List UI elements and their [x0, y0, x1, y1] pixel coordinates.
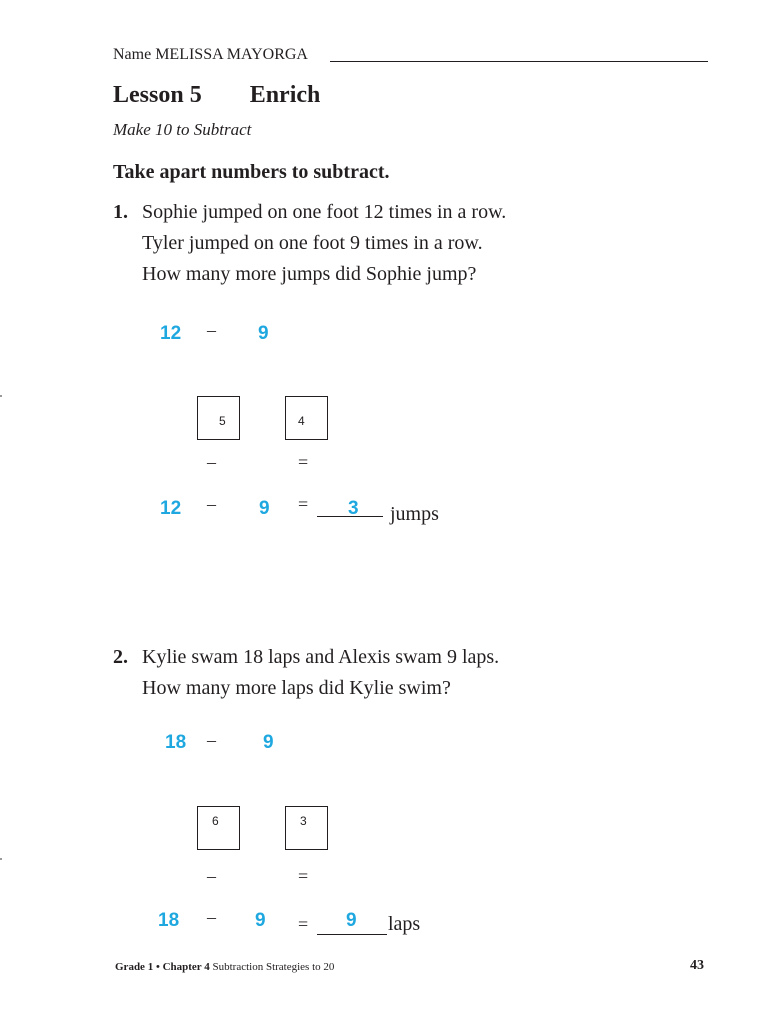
- q2-answer-blank[interactable]: [317, 934, 387, 935]
- q2-line: How many more laps did Kylie swim?: [142, 677, 451, 699]
- footer-chapter-title: Subtraction Strategies to 20: [212, 961, 335, 973]
- q1-line: Sophie jumped on one foot 12 times in a row.: [142, 201, 507, 223]
- q1-step-minus: –: [207, 452, 216, 472]
- q1-number: 1.: [113, 201, 128, 223]
- q2-minuend: 18: [165, 732, 187, 753]
- q2-minus: –: [207, 730, 216, 750]
- q1-final-subtrahend: 9: [259, 498, 270, 519]
- q1-answer: 3: [348, 498, 359, 519]
- q1-step-equals: =: [298, 452, 309, 472]
- q2-box-left-value: 6: [212, 814, 219, 828]
- q1-text: [142, 197, 506, 290]
- q1-final-minuend: 12: [160, 498, 182, 519]
- q2-line: Kylie swam 18 laps and Alexis swam 9 laps.: [142, 646, 500, 668]
- q2-box-right-value: 3: [300, 814, 307, 828]
- name-field: [113, 46, 308, 64]
- q2-number: 2.: [113, 646, 128, 668]
- lesson-type: Enrich: [249, 82, 321, 108]
- q1-box-left-value: 5: [219, 414, 226, 428]
- q1-subtrahend: 9: [258, 323, 269, 344]
- q2-final-equals: =: [298, 914, 309, 934]
- q2-text: [142, 642, 499, 704]
- footer-separator: •: [155, 961, 160, 973]
- lesson-heading: [113, 82, 320, 109]
- name-label: Name: [113, 46, 152, 63]
- edge-mark: [0, 395, 2, 397]
- q2-step-minus: –: [207, 866, 216, 886]
- q1-final-equals: =: [298, 494, 309, 514]
- q1-box-left[interactable]: [197, 396, 240, 440]
- q2-final-minuend: 18: [158, 910, 180, 931]
- q2-final-subtrahend: 9: [255, 910, 266, 931]
- q2-final-minus: –: [207, 907, 216, 927]
- q2-answer: 9: [346, 910, 357, 931]
- q1-unit: jumps: [390, 503, 439, 525]
- footer-info: [115, 961, 334, 973]
- footer-chapter: Chapter 4: [162, 961, 210, 973]
- q1-minus: –: [207, 320, 216, 340]
- lesson-title: Lesson 5: [113, 82, 202, 108]
- q1-final-minus: –: [207, 494, 216, 514]
- q2-box-left[interactable]: [197, 806, 240, 850]
- name-underline: [330, 61, 708, 62]
- q1-box-right[interactable]: [285, 396, 328, 440]
- q2-box-right[interactable]: [285, 806, 328, 850]
- q2-subtrahend: 9: [263, 732, 274, 753]
- q1-minuend: 12: [160, 323, 182, 344]
- q1-box-right-value: 4: [298, 414, 305, 428]
- footer-grade: Grade 1: [115, 961, 154, 973]
- page-number: 43: [690, 958, 704, 973]
- instructions: Take apart numbers to subtract.: [113, 161, 390, 183]
- q1-line: How many more jumps did Sophie jump?: [142, 263, 477, 285]
- q1-line: Tyler jumped on one foot 9 times in a row.: [142, 232, 483, 254]
- lesson-subtitle: Make 10 to Subtract: [113, 120, 252, 139]
- q2-step-equals: =: [298, 866, 309, 886]
- q2-unit: laps: [388, 913, 421, 935]
- student-name: MELISSA MAYORGA: [155, 46, 308, 63]
- edge-mark: [0, 858, 2, 860]
